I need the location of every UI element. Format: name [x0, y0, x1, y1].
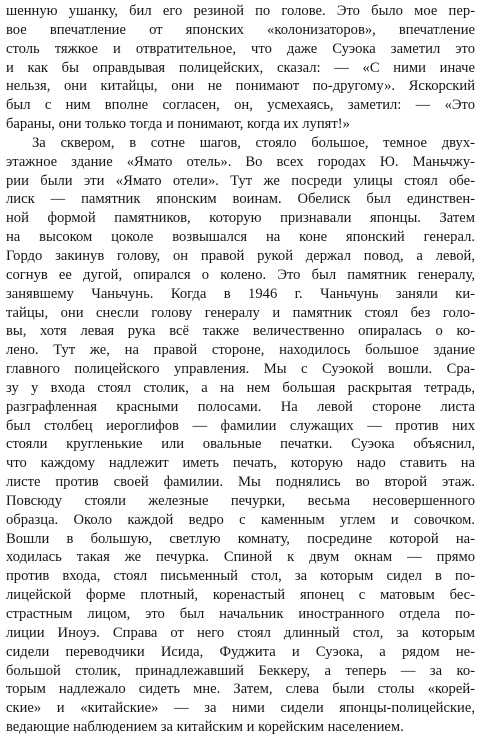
- text-line: Вошли в большую, светлую комнату, посредине которой на-: [6, 530, 475, 547]
- text-line: тайцы, они снесли голову генералу и памятник стоял без голо-: [6, 304, 475, 321]
- text-line: образца. Около каждой ведро с каменным углем и совочком.: [6, 511, 475, 528]
- text-line: Повсюду стояли железные печурки, весьма несовершенного: [6, 492, 475, 509]
- text-line: сидели переводчики Исида, Фуджита и Суэока, а рядом не-: [6, 643, 475, 660]
- text-line: шенную ушанку, бил его резиной по голове. Это было мое пер-: [6, 3, 475, 19]
- text-line: вы, хотя левая рука всё также величественно опиралась о ко-: [6, 323, 475, 340]
- text-line: стояли кругленькие или овальные печатки. Суэока объяснил,: [6, 436, 475, 453]
- text-line: ские» и «китайские» — за ними сидели японцы-полицейские,: [6, 700, 475, 717]
- text-line: лиции Иноуэ. Справа от него стоял длинный стол, за которым: [6, 624, 475, 641]
- text-line: ведающие наблюдением за китайским и корейским населением.: [6, 719, 404, 736]
- text-line: на высоком цоколе возвышался на коне японский генерал.: [6, 229, 475, 246]
- body-text: [6, 2, 475, 737]
- text-line: этажное здание «Ямато отель». Во всех городах Ю. Маньчжу-: [6, 153, 475, 170]
- text-line: бараны, они только тогда и понимают, когда их лупят!»: [6, 116, 350, 133]
- text-line: и как бы оправдывая полицейских, сказал: — «С ними иначе: [6, 59, 475, 76]
- text-line: против входа, стоял письменный стол, за которым сидел в по-: [6, 568, 475, 585]
- text-line: столь тяжкое и отвратительное, что даже Суэока заметил это: [6, 40, 475, 57]
- text-line: занявшему Чаньчунь. Когда в 1946 г. Чаньчунь заняли ки-: [6, 285, 475, 302]
- text-line: За сквером, в сотне шагов, стояло большое, темное двух-: [32, 134, 475, 151]
- text-line: большой столик, принадлежавший Беккеру, а теперь — за ко-: [6, 662, 475, 679]
- text-line: что каждому надлежит иметь печать, которую надо ставить на: [6, 455, 475, 472]
- text-line: разграфленная красными полосами. На левой стороне листа: [6, 398, 475, 415]
- text-line: страстным лицом, это был начальник иностранного отдела по-: [6, 606, 475, 622]
- text-line: был с ним вполне согласен, он, усмехаясь, заметил: — «Это: [6, 97, 475, 114]
- text-line: листе против своей фамилии. Мы поднялись во второй этаж.: [6, 474, 475, 491]
- text-line: был столбец иероглифов — фамилии служащих — против них: [6, 417, 475, 434]
- text-line: ходилась такая же печурка. Спиной к двум окнам — прямо: [6, 549, 475, 566]
- text-line: рии были эти «Ямато отели». Тут же посреди улицы стоял обе-: [6, 172, 475, 189]
- text-line: лиск — памятник японским воинам. Обелиск был единствен-: [6, 191, 475, 208]
- text-line: торым надлежало сидеть мне. Затем, слева были столы «корей-: [6, 681, 475, 698]
- text-line: зу у входа стоял столик, а на нем большая раскрытая тетрадь,: [6, 379, 475, 396]
- text-line: лицейской форме плотный, коренастый японец с матовым бес-: [6, 587, 475, 604]
- text-line: ной формой памятников, которую признавали японцы. Затем: [6, 210, 475, 227]
- text-line: вое впечатление от японских «колонизаторов», впечатление: [6, 21, 475, 38]
- text-line: Гордо закинув голову, он правой рукой держал повод, а левой,: [6, 247, 475, 264]
- text-line: согнув ее дугой, опирался о колено. Это был памятник генералу,: [6, 266, 475, 283]
- text-line: лено. Тут же, на правой стороне, находилось большое здание: [6, 342, 475, 359]
- text-line: нельзя, они китайцы, они не понимают по-другому». Яскорский: [6, 78, 475, 95]
- text-line: главного полицейского управления. Мы с Суэокой вошли. Сра-: [6, 361, 475, 378]
